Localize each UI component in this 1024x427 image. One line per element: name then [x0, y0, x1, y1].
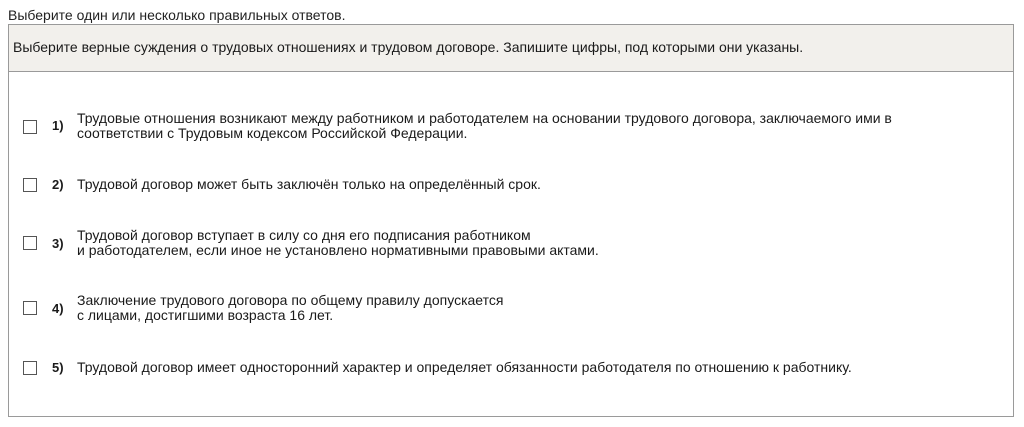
option-text-3-line1: Трудовой договор вступает в силу со дня его подписания работником: [77, 227, 531, 243]
option-text-5: [77, 360, 997, 375]
checkbox-option-1[interactable]: [23, 120, 37, 134]
option-text-1-line2: соответствии с Трудовым кодексом Российской Федерации.: [77, 125, 468, 141]
question-text: Выберите верные суждения о трудовых отношениях и трудовом договоре. Запишите цифры, под которыми они указаны.: [9, 25, 1013, 72]
question-panel: [8, 24, 1014, 417]
answer-option-3[interactable]: [9, 228, 1013, 260]
option-text-3-line2: и работодателем, если иное не установлено нормативными правовыми актами.: [77, 242, 599, 258]
option-number-1: 1): [52, 118, 64, 133]
option-text-1: [77, 111, 997, 141]
option-text-5-line1: Трудовой договор имеет односторонний характер и определяет обязанности работодателя по отношению к работнику.: [77, 359, 852, 375]
option-text-4-line1: Заключение трудового договора по общему правилу допускается: [77, 292, 504, 308]
answer-option-5[interactable]: [9, 359, 1013, 379]
checkbox-option-3[interactable]: [23, 236, 37, 250]
checkbox-option-5[interactable]: [23, 361, 37, 375]
option-text-4: [77, 293, 997, 323]
checkbox-option-2[interactable]: [23, 178, 37, 192]
option-text-2: [77, 177, 997, 192]
option-text-1-line1: Трудовые отношения возникают между работником и работодателем на основании трудового договора, заключаемого ими в: [77, 110, 892, 126]
option-text-2-line1: Трудовой договор может быть заключён только на определённый срок.: [77, 176, 541, 192]
option-number-5: 5): [52, 360, 64, 375]
checkbox-option-4[interactable]: [23, 301, 37, 315]
option-text-3: [77, 228, 997, 258]
option-number-2: 2): [52, 177, 64, 192]
answer-option-4[interactable]: [9, 293, 1013, 325]
option-text-4-line2: с лицами, достигшими возраста 16 лет.: [77, 307, 334, 323]
option-number-3: 3): [52, 236, 64, 251]
answer-option-1[interactable]: [9, 111, 1013, 141]
answer-option-2[interactable]: [9, 176, 1013, 196]
answer-instruction: Выберите один или несколько правильных ответов.: [8, 7, 346, 23]
option-number-4: 4): [52, 301, 64, 316]
